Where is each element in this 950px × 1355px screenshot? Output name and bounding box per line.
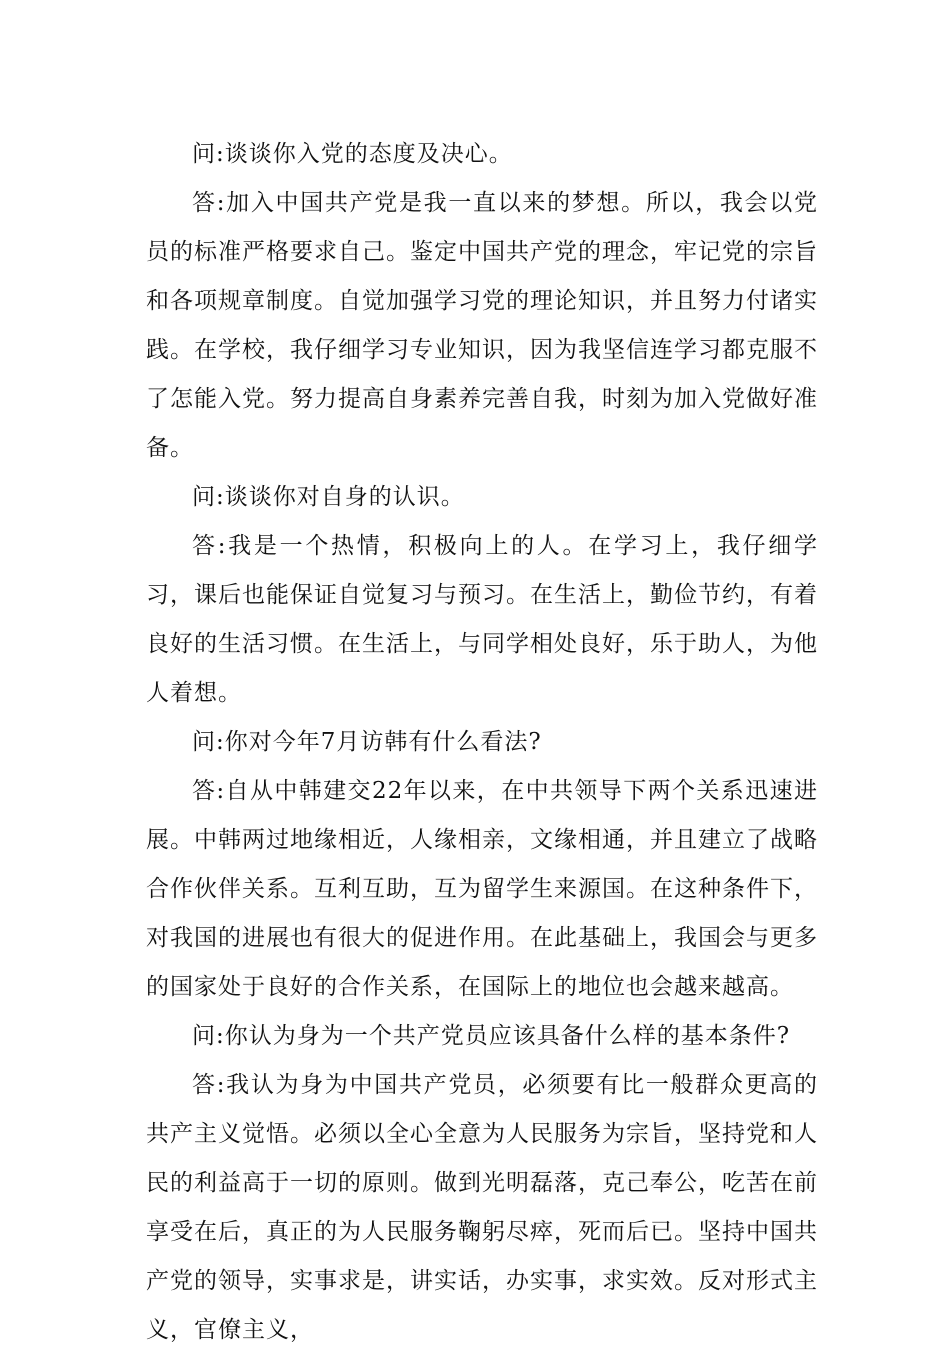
question-paragraph: 问:你对今年7月访韩有什么看法? (192, 729, 542, 755)
question-paragraph: 问:谈谈你对自身的认识。 (192, 484, 465, 510)
answer-paragraph: 答:我是一个热情，积极向上的人。在学习上，我仔细学习，课后也能保证自觉复习与预习。在生活上，勤俭节约，有着良好的生活习惯。在生活上，与同学相处良好，乐于助人，为他人着想。 (146, 533, 818, 706)
answer-paragraph: 答:自从中韩建交22年以来，在中共领导下两个关系迅速进展。中韩两过地缘相近，人缘相亲，文缘相通，并且建立了战略合作伙伴关系。互利互助，互为留学生来源国。在这种条件下，对我国的进展也有很大的促进作用。在此基础上，我国会与更多的国家处于良好的合作关系，在国际上的地位也会越来越高。 (146, 778, 818, 1000)
answer-paragraph: 答:加入中国共产党是我一直以来的梦想。所以，我会以党员的标准严格要求自己。鉴定中国共产党的理念，牢记党的宗旨和各项规章制度。自觉加强学习党的理论知识，并且努力付诸实践。在学校，我仔细学习专业知识，因为我坚信连学习都克服不了怎能入党。努力提高自身素养完善自我，时刻为加入党做好准备。 (146, 190, 818, 461)
document-body (146, 130, 818, 1355)
question-paragraph: 问:你认为身为一个共产党员应该具备什么样的基本条件? (192, 1023, 791, 1049)
question-paragraph: 问:谈谈你入党的态度及决心。 (192, 141, 513, 167)
answer-paragraph: 答:我认为身为中国共产党员，必须要有比一般群众更高的共产主义觉悟。必须以全心全意为人民服务为宗旨，坚持党和人民的利益高于一切的原则。做到光明磊落，克己奉公，吃苦在前享受在后，真正的为人民服务鞠躬尽瘁，死而后已。坚持中国共产党的领导，实事求是，讲实话，办实事，求实效。反对形式主义，官僚主义， (146, 1072, 818, 1343)
